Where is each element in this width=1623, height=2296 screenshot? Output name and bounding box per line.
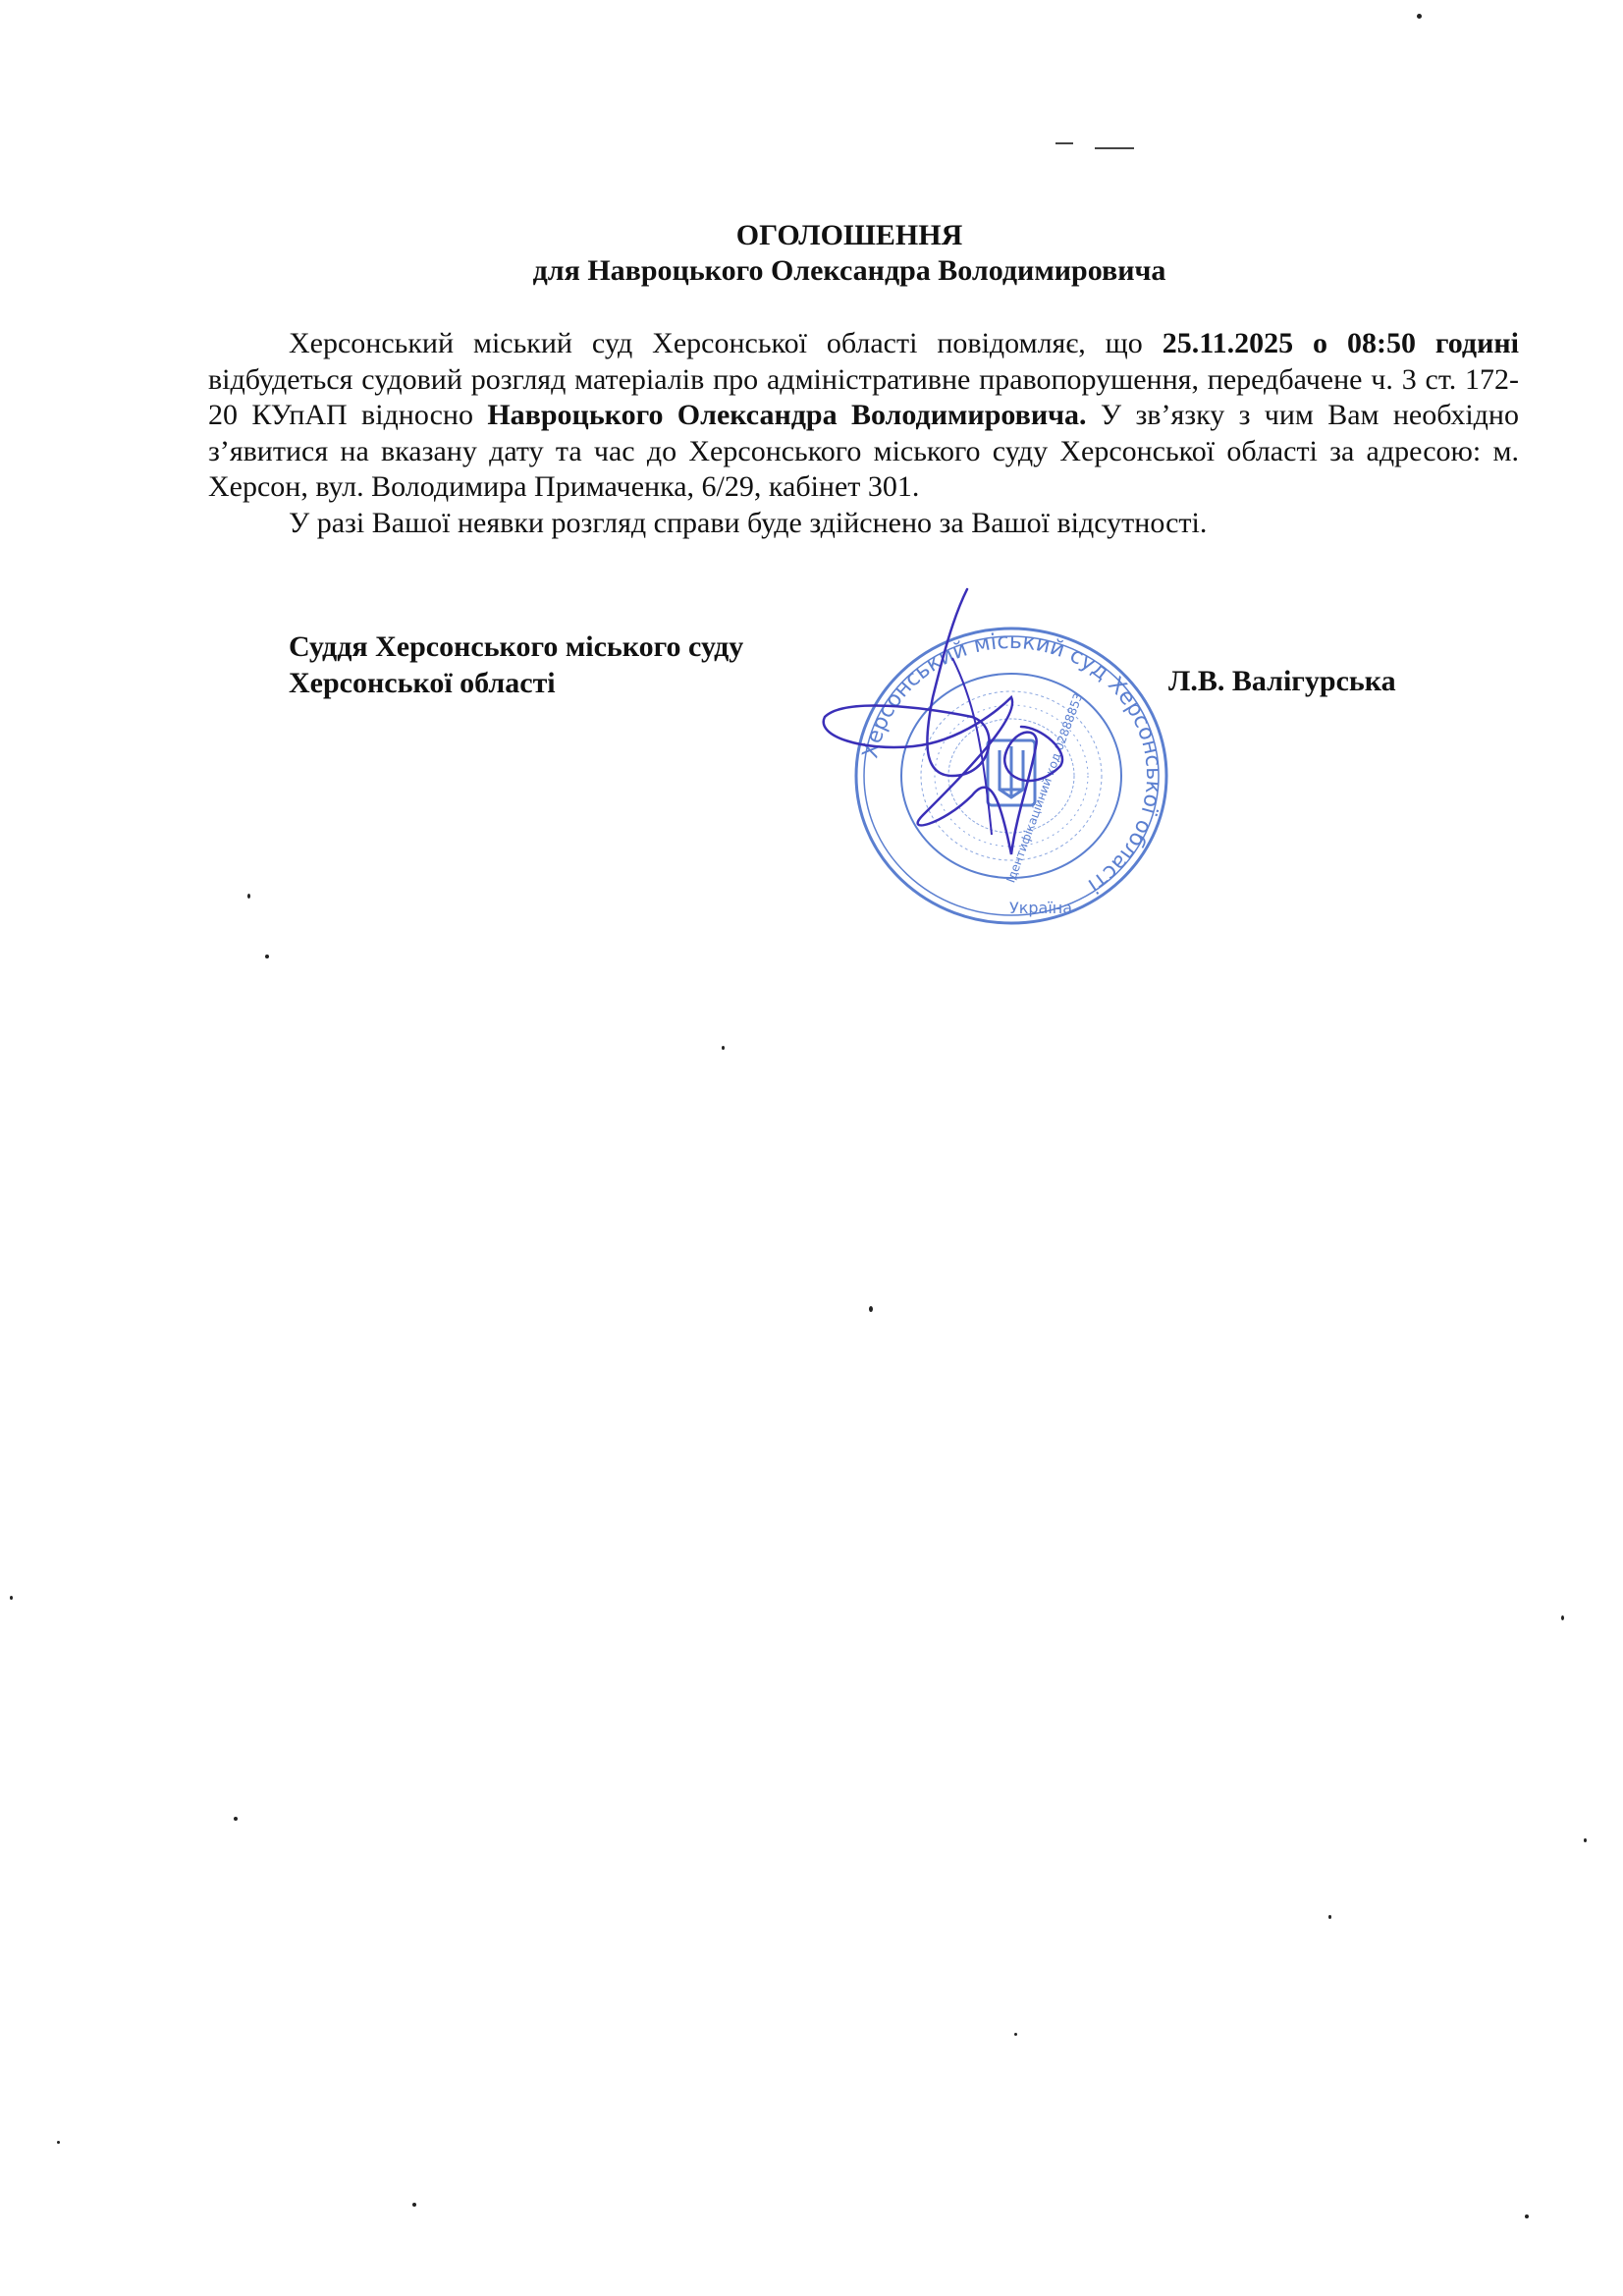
stamp-outer-text: Херсонський міський суд Херсонської області: [858, 629, 1166, 899]
hearing-date-time: 25.11.2025 о 08:50 годині: [1162, 327, 1519, 359]
scan-speck: [57, 2141, 60, 2144]
signature-stroke: [824, 589, 1062, 854]
scan-speck: [265, 955, 269, 958]
signer-title-line-1: Суддя Херсонського міського суду: [289, 630, 744, 663]
paragraph-1-part-1: Херсонський міський суд Херсонської області повідомляє, що: [289, 327, 1163, 359]
notice-paragraph-1: [208, 326, 1519, 506]
signer-title: [289, 629, 839, 701]
notice-body: [208, 326, 1519, 541]
scan-mark: [1095, 147, 1134, 149]
scan-mark: [1055, 142, 1073, 144]
scan-speck: [722, 1046, 725, 1050]
paragraph-1-part-3: У зв’язку з чим Вам необхідно з’явитися на вказану дату та час до Херсонського міського суду Херсонської області за адресою: м. Херсон, вул. Володимира Примаченка, 6/29, кабінет 301.: [208, 399, 1519, 503]
document-subtitle: для Навроцького Олександра Володимировича: [532, 254, 1166, 287]
stamp-bottom-text: Україна: [1008, 899, 1073, 917]
scan-speck: [1525, 2214, 1529, 2218]
document-title: ОГОЛОШЕННЯ: [735, 219, 963, 251]
signer-title-line-2: Херсонської області: [289, 667, 556, 699]
scan-speck: [412, 2203, 416, 2207]
scan-speck: [1584, 1838, 1587, 1842]
scan-speck: [1561, 1615, 1564, 1620]
scan-speck: [1328, 1915, 1331, 1919]
judge-signature: [805, 579, 1119, 874]
notice-paragraph-2: У разі Вашої неявки розгляд справи буде здійснено за Вашої відсутності.: [289, 506, 1208, 539]
signer-name: Л.В. Валігурська: [1168, 665, 1396, 697]
person-name: Навроцького Олександра Володимировича.: [487, 399, 1087, 431]
scan-speck: [234, 1817, 238, 1821]
stamp-inner-text: Ідентифікаційний код 02888853: [1003, 690, 1086, 885]
scan-speck: [1417, 14, 1422, 19]
scan-speck: [10, 1596, 13, 1600]
scan-speck: [869, 1306, 873, 1312]
paragraph-1-part-2: відбудеться судовий розгляд матеріалів про адміністративне правопорушення, передбачене ч. 3 ст. 172-20 КУпАП відносно: [208, 362, 1519, 431]
scan-speck: [1014, 2033, 1017, 2036]
scan-speck: [247, 894, 250, 899]
